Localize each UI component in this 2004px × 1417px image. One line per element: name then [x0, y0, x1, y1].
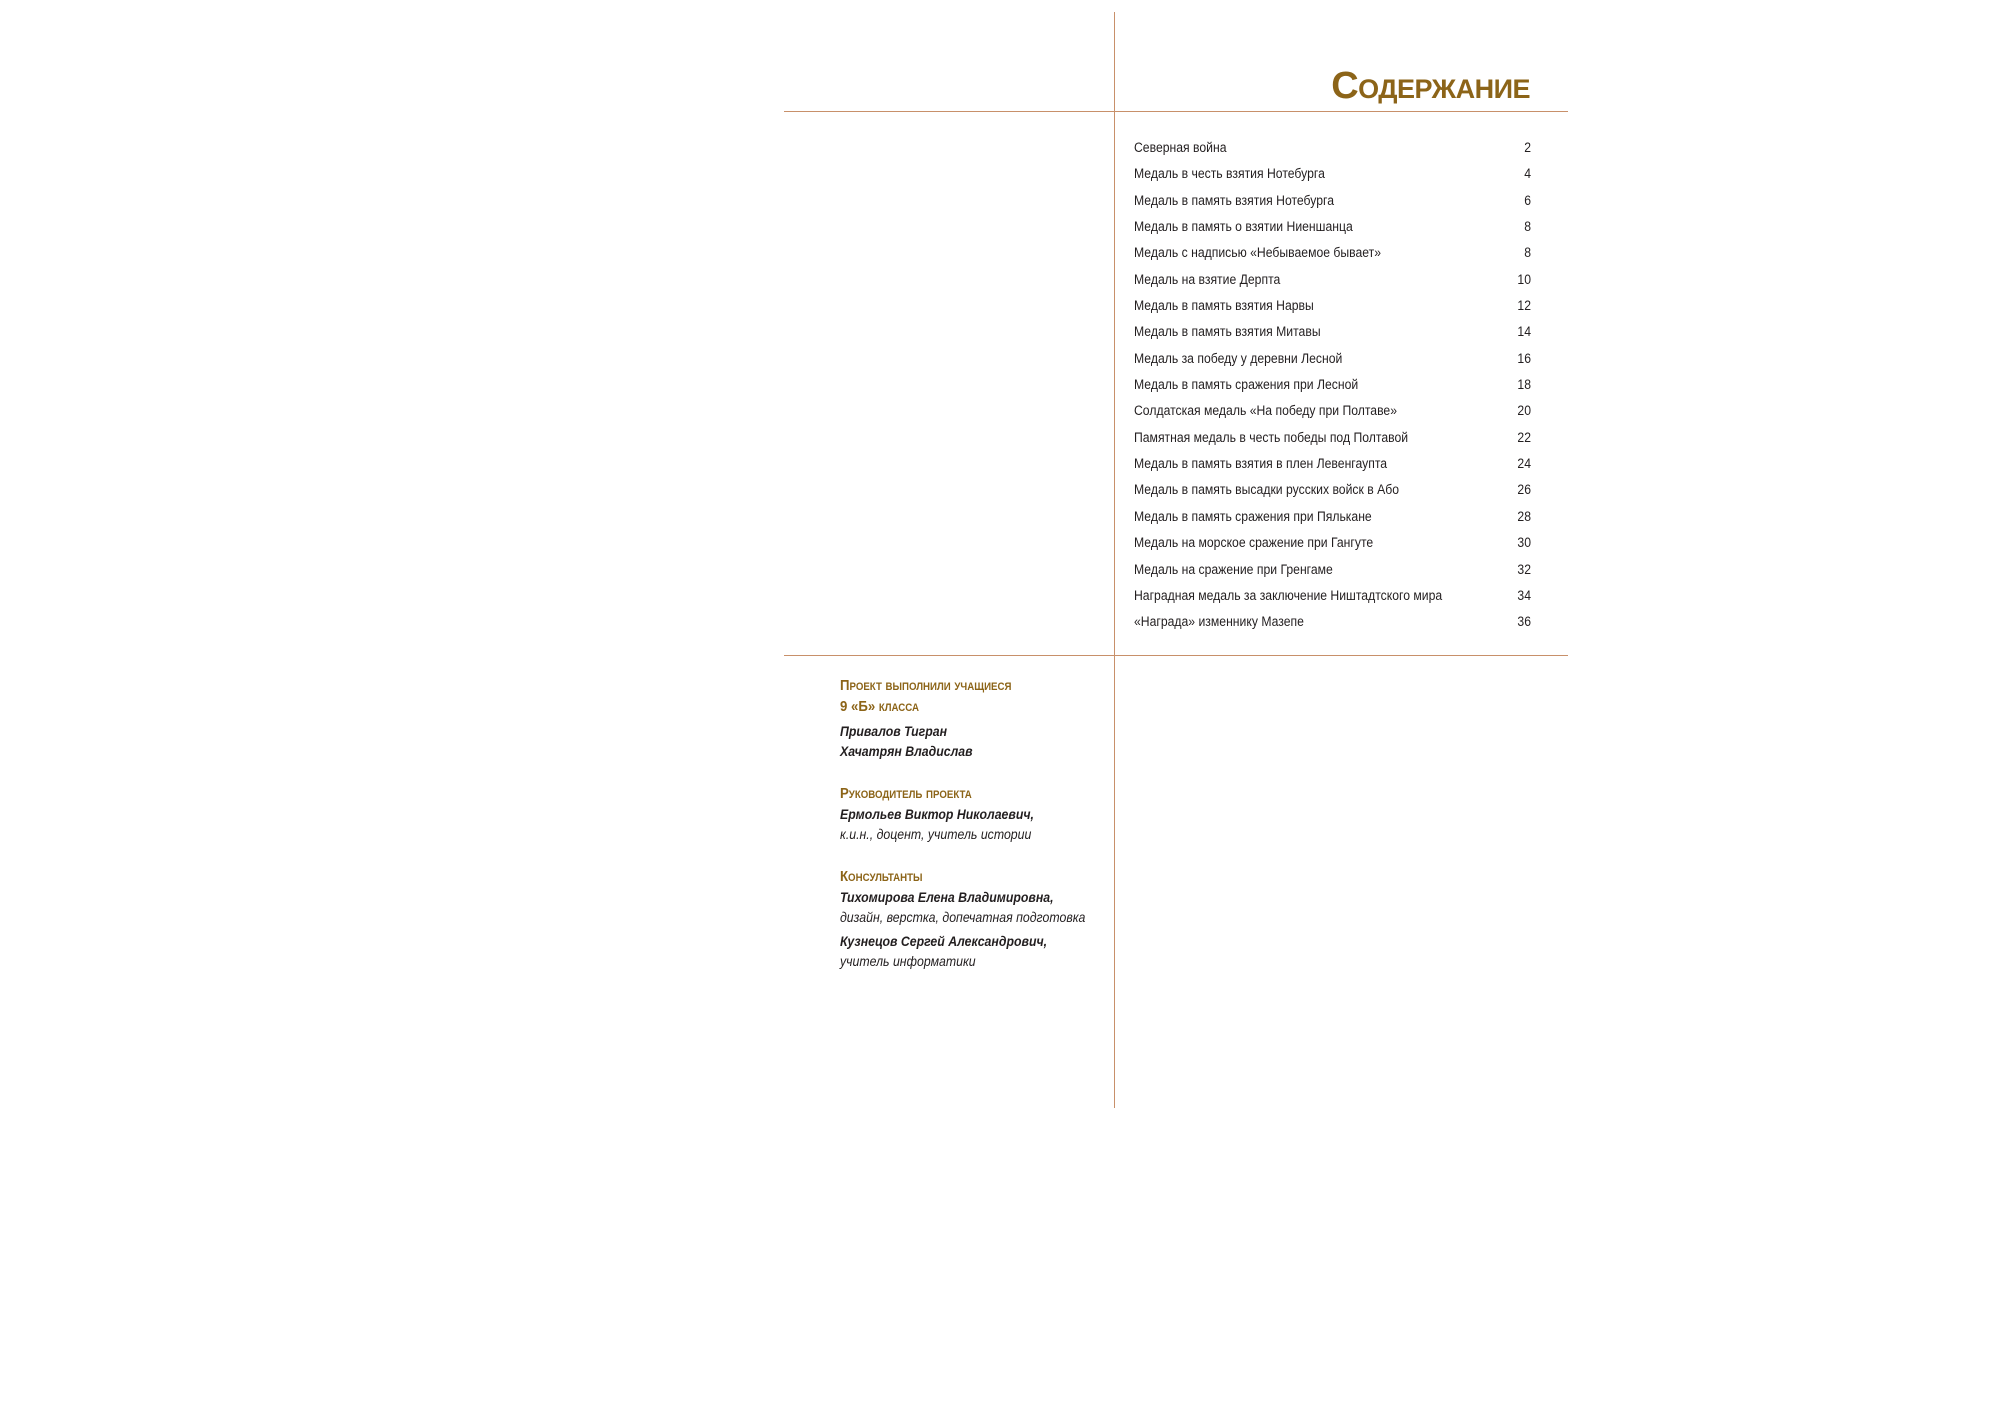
students-section [840, 675, 1102, 761]
toc-entry-page: 10 [1517, 271, 1531, 288]
toc-entry-label: Медаль в память о взятии Ниеншанца [1134, 219, 1353, 236]
bottom-horizontal-rule [784, 655, 1568, 656]
toc-entry-page: 22 [1517, 429, 1531, 446]
toc-entry[interactable] [1134, 530, 1531, 556]
toc-entry-label: Медаль на морское сражение при Гангуте [1134, 535, 1374, 552]
toc-entry[interactable] [1134, 504, 1531, 530]
toc-entry-page: 18 [1517, 377, 1531, 394]
supervisor-section [840, 783, 1102, 844]
toc-entry-label: Медаль за победу у деревни Лесной [1134, 350, 1343, 367]
page-title: Содержание [1331, 65, 1530, 107]
top-horizontal-rule [784, 111, 1568, 112]
toc-entry-page: 12 [1517, 298, 1531, 315]
consultant-role: дизайн, верстка, допечатная подготовка [840, 909, 1086, 925]
toc-entry-page: 30 [1517, 535, 1531, 552]
toc-entry-page: 26 [1517, 482, 1531, 499]
toc-entry[interactable] [1134, 214, 1531, 240]
consultant-name: Тихомирова Елена Владимировна, [840, 889, 1054, 905]
toc-entry[interactable] [1134, 425, 1531, 451]
consultants-section [840, 866, 1102, 971]
toc-entry[interactable] [1134, 188, 1531, 214]
toc-entry[interactable] [1134, 346, 1531, 372]
toc-entry[interactable] [1134, 293, 1531, 319]
vertical-rule [1114, 12, 1115, 1108]
students-class-heading: 9 «Б» класса [840, 698, 920, 715]
toc-entry-label: Медаль в память взятия Митавы [1134, 324, 1321, 341]
toc-entry-label: Солдатская медаль «На победу при Полтаве» [1134, 403, 1398, 420]
consultants-heading: Консультанты [840, 868, 923, 885]
credits-block [840, 675, 1102, 971]
toc-entry-label: Медаль на взятие Дерпта [1134, 271, 1281, 288]
toc-entry-page: 28 [1517, 508, 1531, 525]
toc-entry-label: Медаль с надписью «Небываемое бывает» [1134, 245, 1382, 262]
toc-entry-label: Наградная медаль за заключение Ништадтского мира [1134, 587, 1443, 604]
toc-entry-label: Медаль в память взятия в плен Левенгаупта [1134, 456, 1388, 473]
supervisor-name: Ермольев Виктор Николаевич, [840, 806, 1034, 822]
consultant-name: Кузнецов Сергей Александрович, [840, 933, 1048, 949]
supervisor-role: к.и.н., доцент, учитель истории [840, 826, 1032, 842]
toc-entry-label: Медаль в память сражения при Пялькане [1134, 508, 1372, 525]
toc-entry-label: Медаль в память взятия Нарвы [1134, 298, 1314, 315]
toc-entry-page: 24 [1517, 456, 1531, 473]
toc-entry[interactable] [1134, 372, 1531, 398]
toc-entry-label: Памятная медаль в честь победы под Полтавой [1134, 429, 1409, 446]
toc-entry-label: Медаль в память взятия Нотебурга [1134, 192, 1335, 209]
toc-entry[interactable] [1134, 451, 1531, 477]
supervisor-heading: Руководитель проекта [840, 785, 972, 802]
toc-entry[interactable] [1134, 398, 1531, 424]
toc-entry-label: Медаль на сражение при Гренгаме [1134, 561, 1333, 578]
consultant-role: учитель информатики [840, 953, 976, 969]
toc-entry-page: 20 [1517, 403, 1531, 420]
toc-entry[interactable] [1134, 135, 1531, 161]
toc-entry[interactable] [1134, 267, 1531, 293]
student-name: Привалов Тигран [840, 723, 948, 739]
toc-entry-label: Медаль в честь взятия Нотебурга [1134, 166, 1325, 183]
toc-entry-page: 16 [1517, 350, 1531, 367]
toc-entry-page: 4 [1524, 166, 1531, 183]
toc-entry-page: 8 [1524, 219, 1531, 236]
toc-entry-label: Северная война [1134, 140, 1227, 156]
toc-entry-label: Медаль в память высадки русских войск в Або [1134, 482, 1400, 499]
toc-entry-page: 8 [1524, 245, 1531, 262]
toc-entry[interactable] [1134, 319, 1531, 345]
toc-entry-page: 34 [1517, 587, 1531, 604]
toc-entry-label: «Награда» изменнику Мазепе [1134, 614, 1304, 631]
table-of-contents [1134, 135, 1531, 636]
toc-entry[interactable] [1134, 583, 1531, 609]
toc-entry[interactable] [1134, 240, 1531, 266]
students-heading: Проект выполнили учащиеся [840, 677, 1012, 694]
toc-entry-page: 2 [1524, 140, 1531, 156]
toc-entry-label: Медаль в память сражения при Лесной [1134, 377, 1359, 394]
student-name: Хачатрян Владислав [840, 743, 973, 759]
toc-entry[interactable] [1134, 609, 1531, 635]
toc-entry[interactable] [1134, 161, 1531, 187]
toc-entry[interactable] [1134, 557, 1531, 583]
toc-entry-page: 6 [1524, 192, 1531, 209]
toc-entry-page: 32 [1517, 561, 1531, 578]
toc-entry-page: 36 [1517, 614, 1531, 631]
toc-entry-page: 14 [1517, 324, 1531, 341]
toc-entry[interactable] [1134, 477, 1531, 503]
